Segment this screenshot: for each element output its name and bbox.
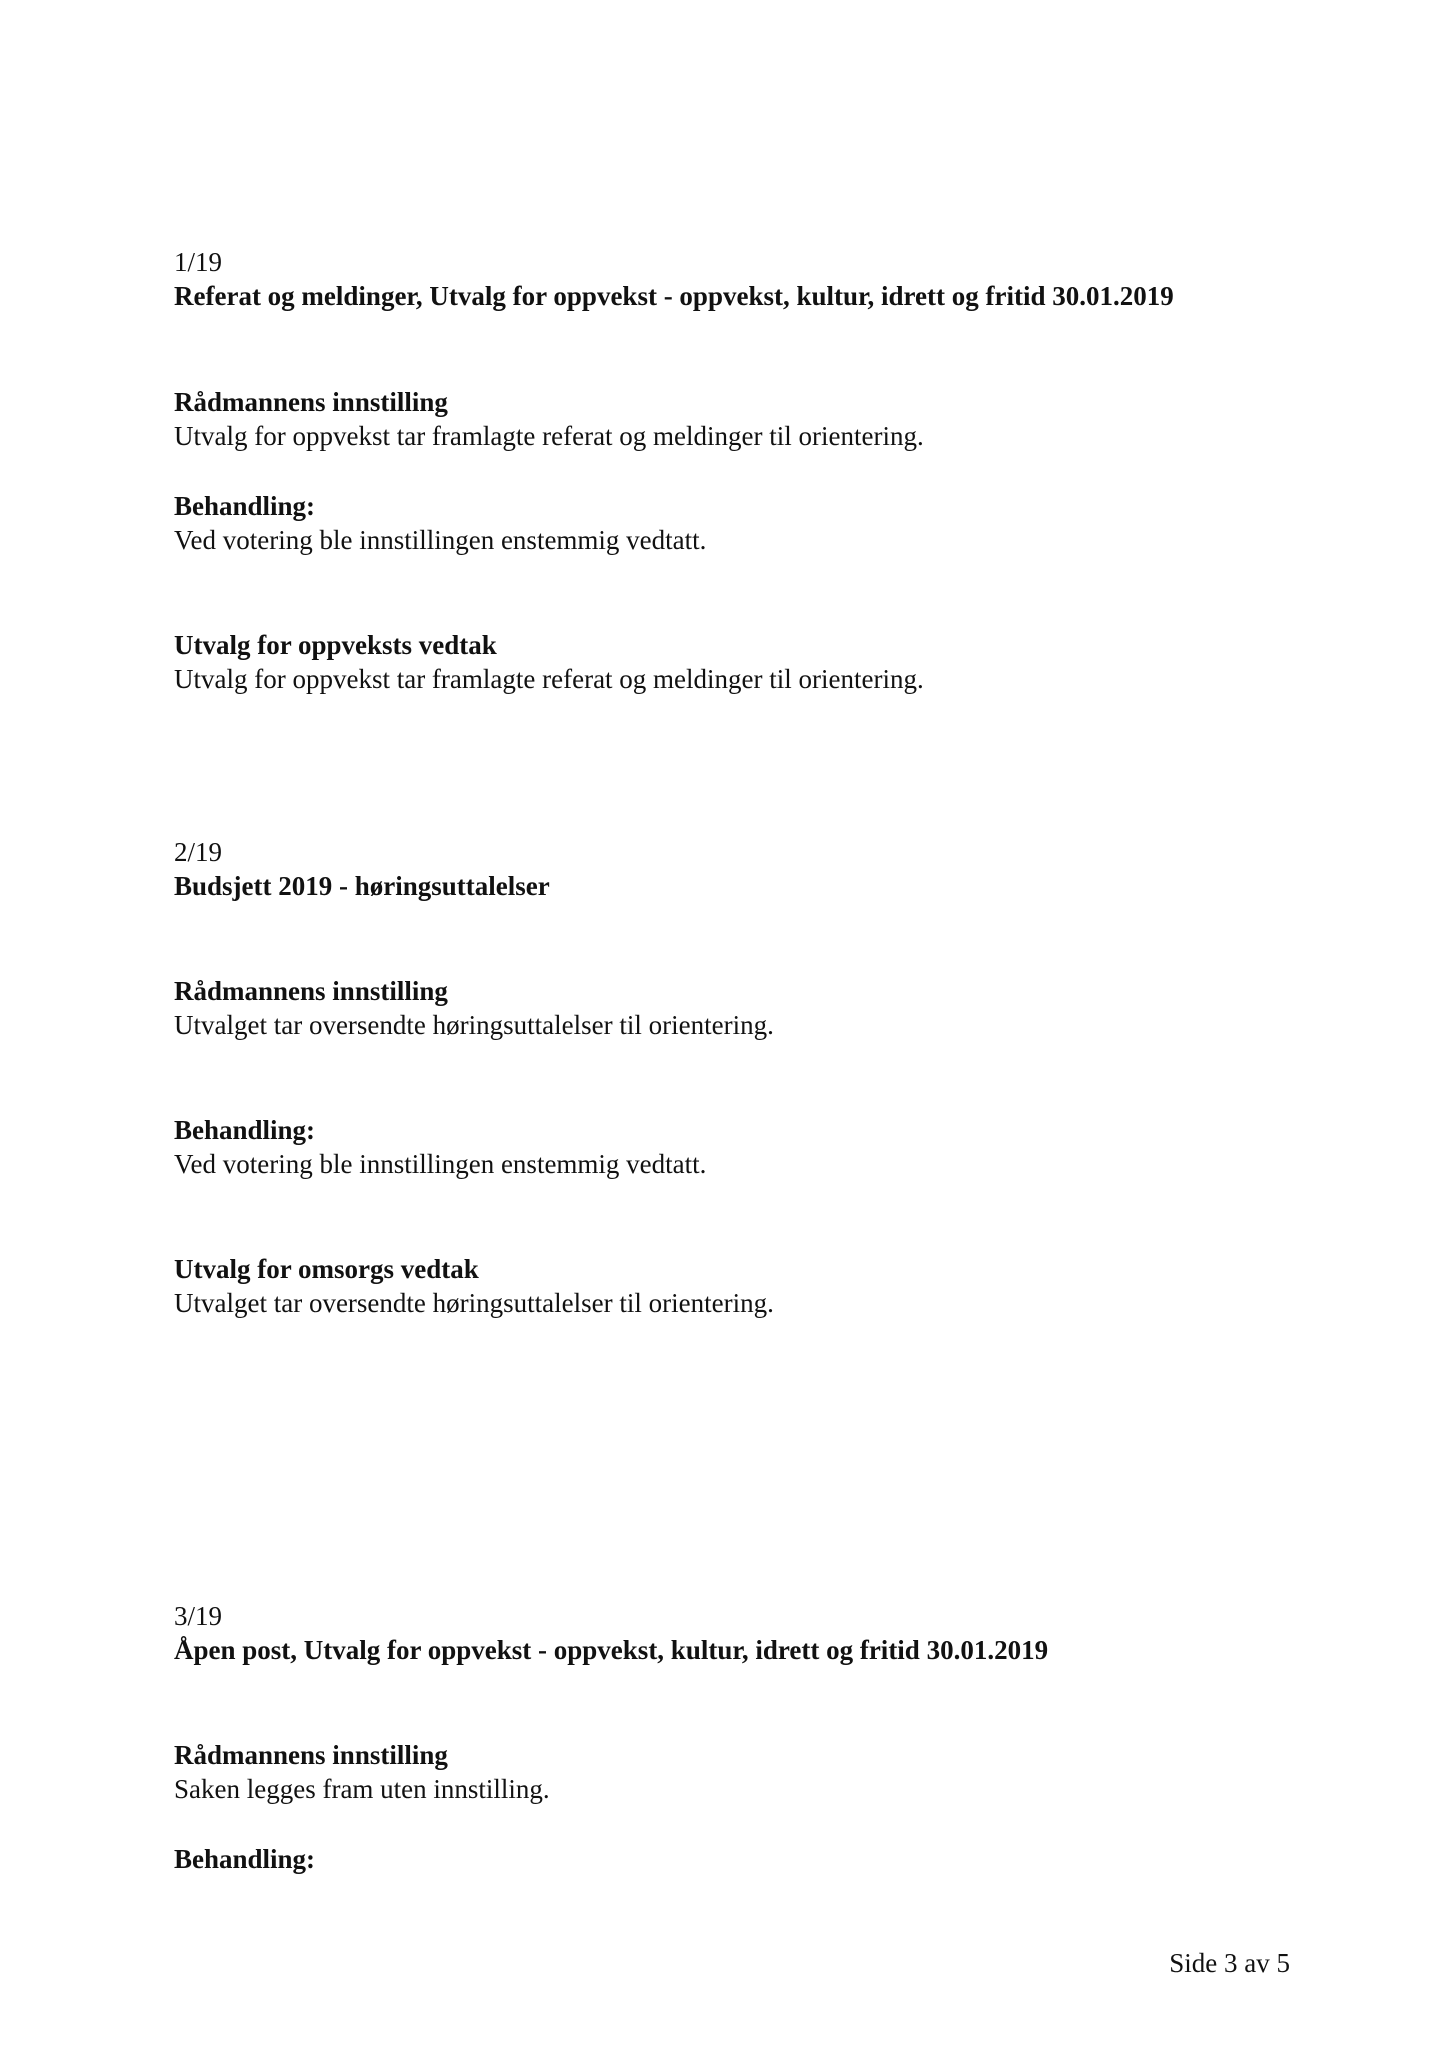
case-number: 1/19 [174, 247, 223, 277]
recommendation-text: Utvalget tar oversendte høringsuttalelser til orientering. [174, 1010, 774, 1040]
page-number: Side 3 av 5 [1169, 1948, 1290, 1978]
treatment-heading: Behandling: [174, 491, 316, 521]
treatment-heading: Behandling: [174, 1115, 316, 1145]
recommendation-heading: Rådmannens innstilling [174, 1740, 448, 1770]
decision-text: Utvalget tar oversendte høringsuttalelser til orientering. [174, 1288, 774, 1318]
decision-text: Utvalg for oppvekst tar framlagte referat og meldinger til orientering. [174, 664, 924, 694]
decision-heading: Utvalg for oppveksts vedtak [174, 630, 497, 660]
case-title: Referat og meldinger, Utvalg for oppvekst - oppvekst, kultur, idrett og fritid 30.01.2019 [174, 281, 1174, 311]
recommendation-heading: Rådmannens innstilling [174, 387, 448, 417]
treatment-heading: Behandling: [174, 1844, 316, 1874]
decision-heading: Utvalg for omsorgs vedtak [174, 1254, 479, 1284]
case-title: Budsjett 2019 - høringsuttalelser [174, 871, 550, 901]
treatment-text: Ved votering ble innstillingen enstemmig vedtatt. [174, 1149, 707, 1179]
case-number: 3/19 [174, 1601, 223, 1631]
treatment-text: Ved votering ble innstillingen enstemmig vedtatt. [174, 525, 707, 555]
recommendation-text: Utvalg for oppvekst tar framlagte referat og meldinger til orientering. [174, 421, 924, 451]
case-number: 2/19 [174, 837, 223, 867]
recommendation-heading: Rådmannens innstilling [174, 976, 448, 1006]
case-title: Åpen post, Utvalg for oppvekst - oppvekst, kultur, idrett og fritid 30.01.2019 [174, 1635, 1049, 1665]
recommendation-text: Saken legges fram uten innstilling. [174, 1774, 550, 1804]
